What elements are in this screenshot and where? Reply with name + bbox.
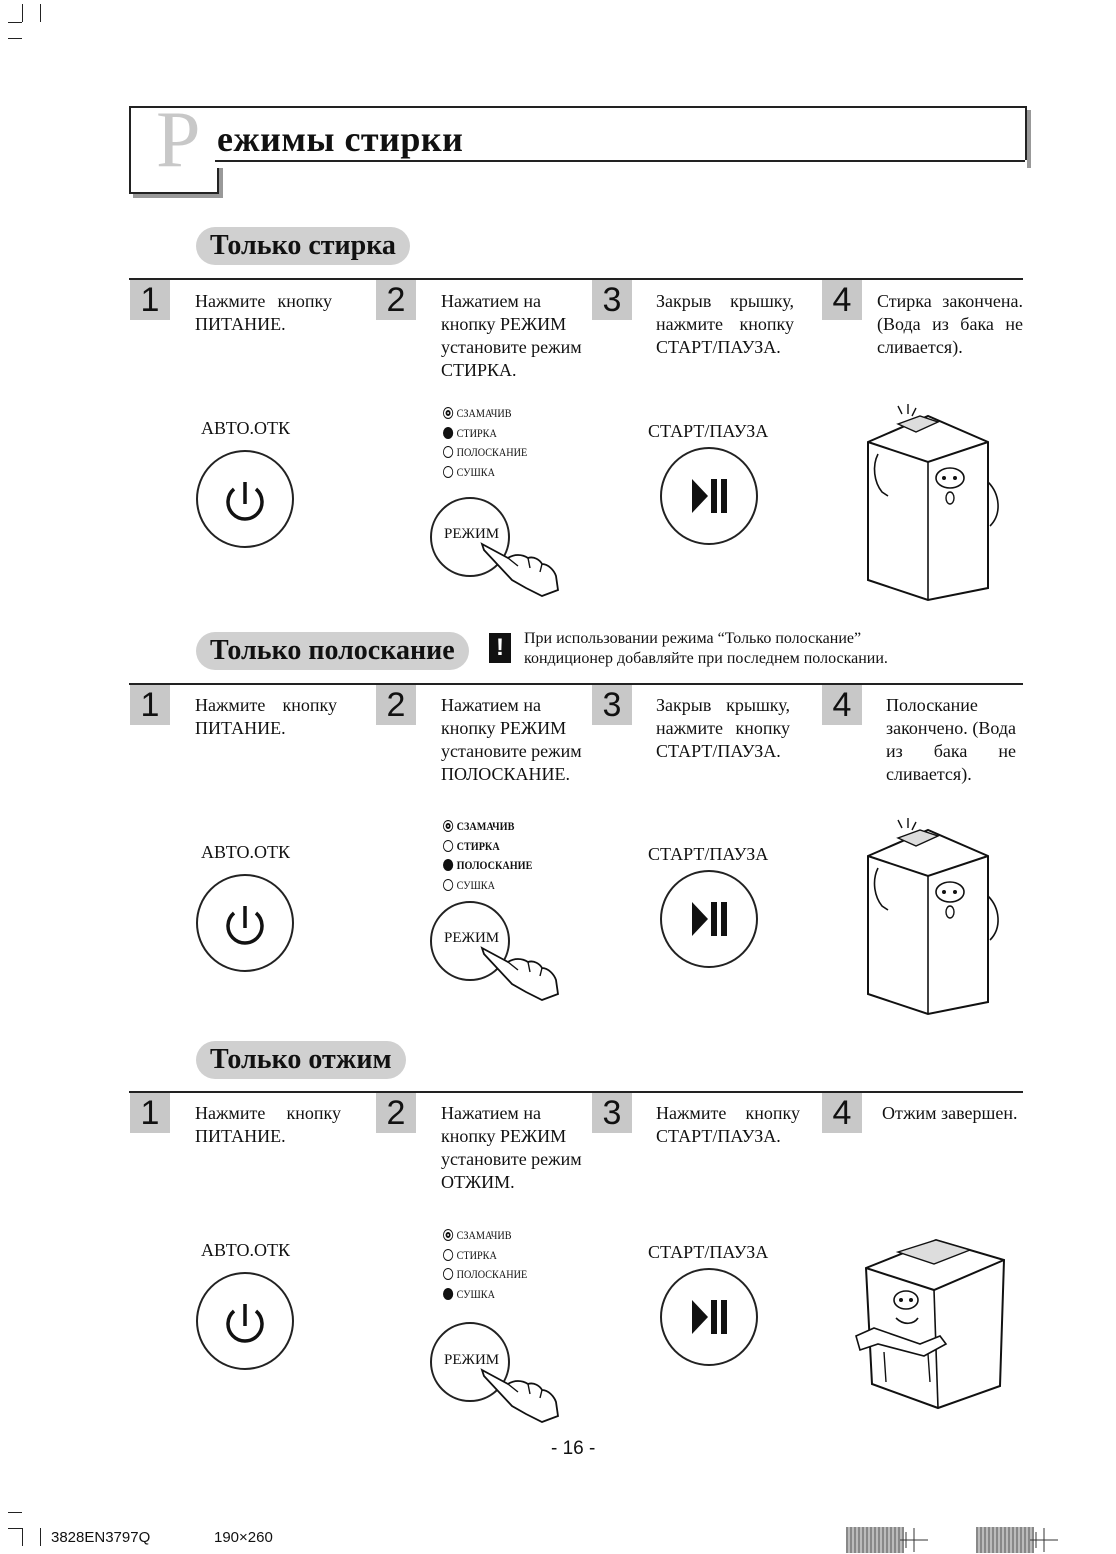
crop-mark [8, 22, 22, 23]
empty-dot-icon [443, 840, 453, 852]
power-label: АВТО.ОТК [201, 842, 291, 862]
start-pause-label: СТАРТ/ПАУЗА [648, 844, 769, 864]
hand-pointer-icon [478, 944, 563, 1004]
double-circle-icon [443, 407, 453, 419]
step-number: 1 [130, 280, 170, 320]
power-button[interactable] [196, 450, 294, 548]
play-pause-icon [662, 449, 756, 543]
crop-mark [8, 1512, 22, 1513]
hand-pointer-icon [478, 1366, 563, 1426]
footer-size: 190×260 [214, 1529, 273, 1546]
step-text: Нажмите кнопку СТАРТ/ПАУЗА. [656, 1103, 800, 1146]
mode-item: СЗАМАЧИВ [443, 1226, 527, 1246]
step-number: 2 [376, 685, 416, 725]
step-text: Нажатием на кнопку РЕЖИМ установите режим ПОЛОСКАНИЕ. [441, 695, 582, 784]
filled-dot-icon [443, 859, 453, 871]
step-text: Стирка закончена. (Вода из бака не сливается). [877, 291, 1023, 357]
play-pause-icon [662, 872, 756, 966]
double-circle-icon [443, 1229, 453, 1241]
filled-dot-icon [443, 427, 453, 439]
mode-button-label: РЕЖИМ [444, 930, 500, 946]
section-title: Только полоскание [196, 632, 469, 670]
crop-mark [40, 4, 41, 22]
footer-code: 3828EN3797Q [51, 1529, 151, 1546]
step-text: Нажмите кнопку ПИТАНИЕ. [195, 695, 337, 738]
step-number: 4 [822, 685, 862, 725]
power-icon [198, 876, 292, 970]
power-label: АВТО.ОТК [201, 1240, 291, 1260]
section-title: Только отжим [196, 1041, 406, 1079]
mode-item: СТИРКА [443, 424, 527, 444]
power-icon [198, 1274, 292, 1368]
washing-machine-illustration [858, 402, 1008, 602]
empty-dot-icon [443, 1249, 453, 1261]
crop-mark [22, 1528, 23, 1546]
step-text: Нажатием на кнопку РЕЖИМ установите режим СТИРКА. [441, 291, 582, 380]
step-text: Полоскание закончено. (Вода из бака не сливается). [886, 695, 1016, 784]
step-number: 2 [376, 280, 416, 320]
step-number: 4 [822, 280, 862, 320]
step-number: 1 [130, 685, 170, 725]
mode-indicator-list [443, 404, 527, 482]
mode-item: СЗАМАЧИВ [443, 817, 532, 837]
section-title: Только стирка [196, 227, 410, 265]
page-title: ежимы стирки [217, 119, 464, 159]
start-pause-button[interactable] [660, 447, 758, 545]
mode-button-label: РЕЖИМ [444, 526, 500, 542]
start-pause-button[interactable] [660, 870, 758, 968]
step-text: Отжим завершен. [882, 1103, 1018, 1123]
start-pause-label: СТАРТ/ПАУЗА [648, 1242, 769, 1262]
washing-machine-illustration [858, 816, 1008, 1016]
start-pause-label: СТАРТ/ПАУЗА [648, 421, 769, 441]
mode-item: СТИРКА [443, 837, 532, 857]
double-circle-icon [443, 820, 453, 832]
empty-dot-icon [443, 466, 453, 478]
step-number: 3 [592, 280, 632, 320]
mode-indicator-list [443, 817, 532, 895]
power-button[interactable] [196, 1272, 294, 1370]
mode-item: СЗАМАЧИВ [443, 404, 527, 424]
mode-item: ПОЛОСКАНИЕ [443, 856, 532, 876]
registration-mark-icon [1030, 1528, 1058, 1552]
step-number: 3 [592, 1093, 632, 1133]
step-number: 2 [376, 1093, 416, 1133]
empty-dot-icon [443, 1268, 453, 1280]
mode-item: СУШКА [443, 1285, 527, 1305]
mode-item: СУШКА [443, 876, 532, 896]
mode-indicator-list [443, 1226, 527, 1304]
step-text: Закрыв крышку, нажмите кнопку СТАРТ/ПАУЗА. [656, 291, 794, 357]
mode-item: ПОЛОСКАНИЕ [443, 1265, 527, 1285]
registration-block [846, 1527, 904, 1553]
power-button[interactable] [196, 874, 294, 972]
power-icon [198, 452, 292, 546]
crop-mark [8, 1528, 22, 1529]
filled-dot-icon [443, 1288, 453, 1300]
step-number: 3 [592, 685, 632, 725]
registration-mark-icon [900, 1528, 928, 1552]
crop-mark [8, 38, 22, 39]
start-pause-button[interactable] [660, 1268, 758, 1366]
hand-pointer-icon [478, 540, 563, 600]
mode-item: СТИРКА [443, 1246, 527, 1266]
page-number: - 16 - [551, 1438, 596, 1459]
step-number: 1 [130, 1093, 170, 1133]
mode-item: СУШКА [443, 463, 527, 483]
step-text: Нажмите кнопку ПИТАНИЕ. [195, 291, 332, 334]
mode-button-label: РЕЖИМ [444, 1352, 500, 1368]
power-label: АВТО.ОТК [201, 418, 291, 438]
step-text: Закрыв крышку, нажмите кнопку СТАРТ/ПАУЗА. [656, 695, 790, 761]
crop-mark [40, 1528, 41, 1546]
washing-machine-illustration [850, 1232, 1010, 1412]
crop-mark [22, 4, 23, 22]
registration-block [976, 1527, 1034, 1553]
empty-dot-icon [443, 879, 453, 891]
step-number: 4 [822, 1093, 862, 1133]
play-pause-icon [662, 1270, 756, 1364]
step-text: Нажатием на кнопку РЕЖИМ установите режим ОТЖИМ. [441, 1103, 582, 1192]
mode-item: ПОЛОСКАНИЕ [443, 443, 527, 463]
empty-dot-icon [443, 446, 453, 458]
note-text: При использовании режима “Только полоскание” кондиционер добавляйте при последнем полоскании. [524, 630, 888, 667]
title-initial: Р [156, 96, 201, 184]
step-text: Нажмите кнопку ПИТАНИЕ. [195, 1103, 341, 1146]
warning-icon: ! [489, 633, 511, 663]
